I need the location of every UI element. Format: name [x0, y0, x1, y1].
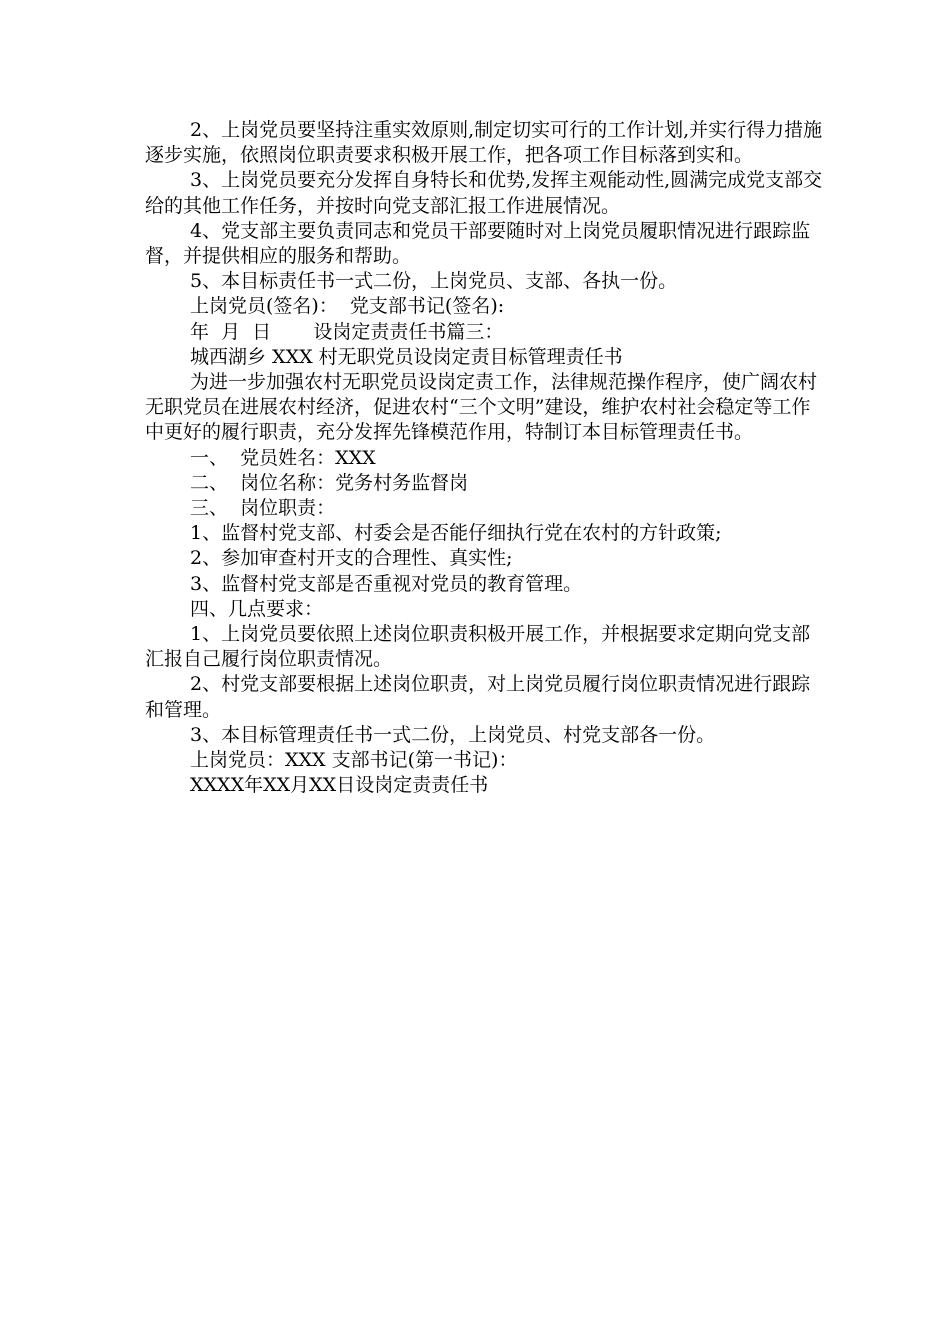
paragraph-item-2: 2、上岗党员要坚持注重实效原则,制定切实可行的工作计划,并实行得力措施逐步实施，依照岗位职责要求积极开展工作，把各项工作目标落到实和。: [145, 119, 823, 167]
document-page: [145, 118, 825, 798]
section-post-name: 二、 岗位名称：党务村务监督岗: [190, 471, 469, 494]
paragraph-item-5: 5、本目标责任书一式二份，上岗党员、支部、各执一份。: [190, 270, 678, 293]
duty-item-1: 1、监督村党支部、村委会是否能仔细执行党在农村的方针政策;: [190, 522, 722, 545]
section-post-duties: 三、 岗位职责：: [190, 497, 336, 520]
paragraph-item-3: 3、上岗党员要充分发挥自身特长和优势,发挥主观能动性,圆满完成党支部交给的其他工作任务，并按时向党支部汇报工作进展情况。: [145, 169, 823, 217]
signature-line-2: 上岗党员：XXX 支部书记(第一书记)：: [190, 749, 518, 772]
requirement-item-2: 2、村党支部要根据上述岗位职责，对上岗党员履行岗位职责情况进行跟踪和管理。: [145, 673, 811, 721]
date-line: XXXX年XX月XX日设岗定责责任书: [190, 774, 489, 797]
requirement-item-3: 3、本目标管理责任书一式二份，上岗党员、村党支部各一份。: [190, 723, 716, 746]
signature-line: 上岗党员(签名)： 党支部书记(签名):: [190, 295, 505, 318]
section-member-name: 一、 党员姓名：XXX: [190, 446, 376, 469]
intro-paragraph: 为进一步加强农村无职党员设岗定责工作，法律规范操作程序，使广阔农村无职党员在进展农村经济，促进农村“三个文明”建设，维护农村社会稳定等工作中更好的履行职责，充分发挥先锋模范作用，特制订本目标管理责任书。: [145, 371, 818, 444]
requirement-item-1: 1、上岗党员要依照上述岗位职责积极开展工作，并根据要求定期向党支部汇报自己履行岗位职责情况。: [145, 623, 811, 671]
section-requirements: 四、几点要求：: [190, 597, 324, 620]
paragraph-item-4: 4、党支部主要负责同志和党员干部要随时对上岗党员履职情况进行跟踪监督，并提供相应的服务和帮助。: [145, 219, 811, 268]
date-and-section-heading: 年 月 日 设岗定责责任书篇三：: [190, 320, 504, 343]
duty-item-3: 3、监督村党支部是否重视对党员的教育管理。: [190, 572, 583, 595]
document-title: 城西湖乡 XXX 村无职党员设岗定责目标管理责任书: [190, 345, 623, 368]
duty-item-2: 2、参加审查村开支的合理性、真实性;: [190, 547, 513, 570]
